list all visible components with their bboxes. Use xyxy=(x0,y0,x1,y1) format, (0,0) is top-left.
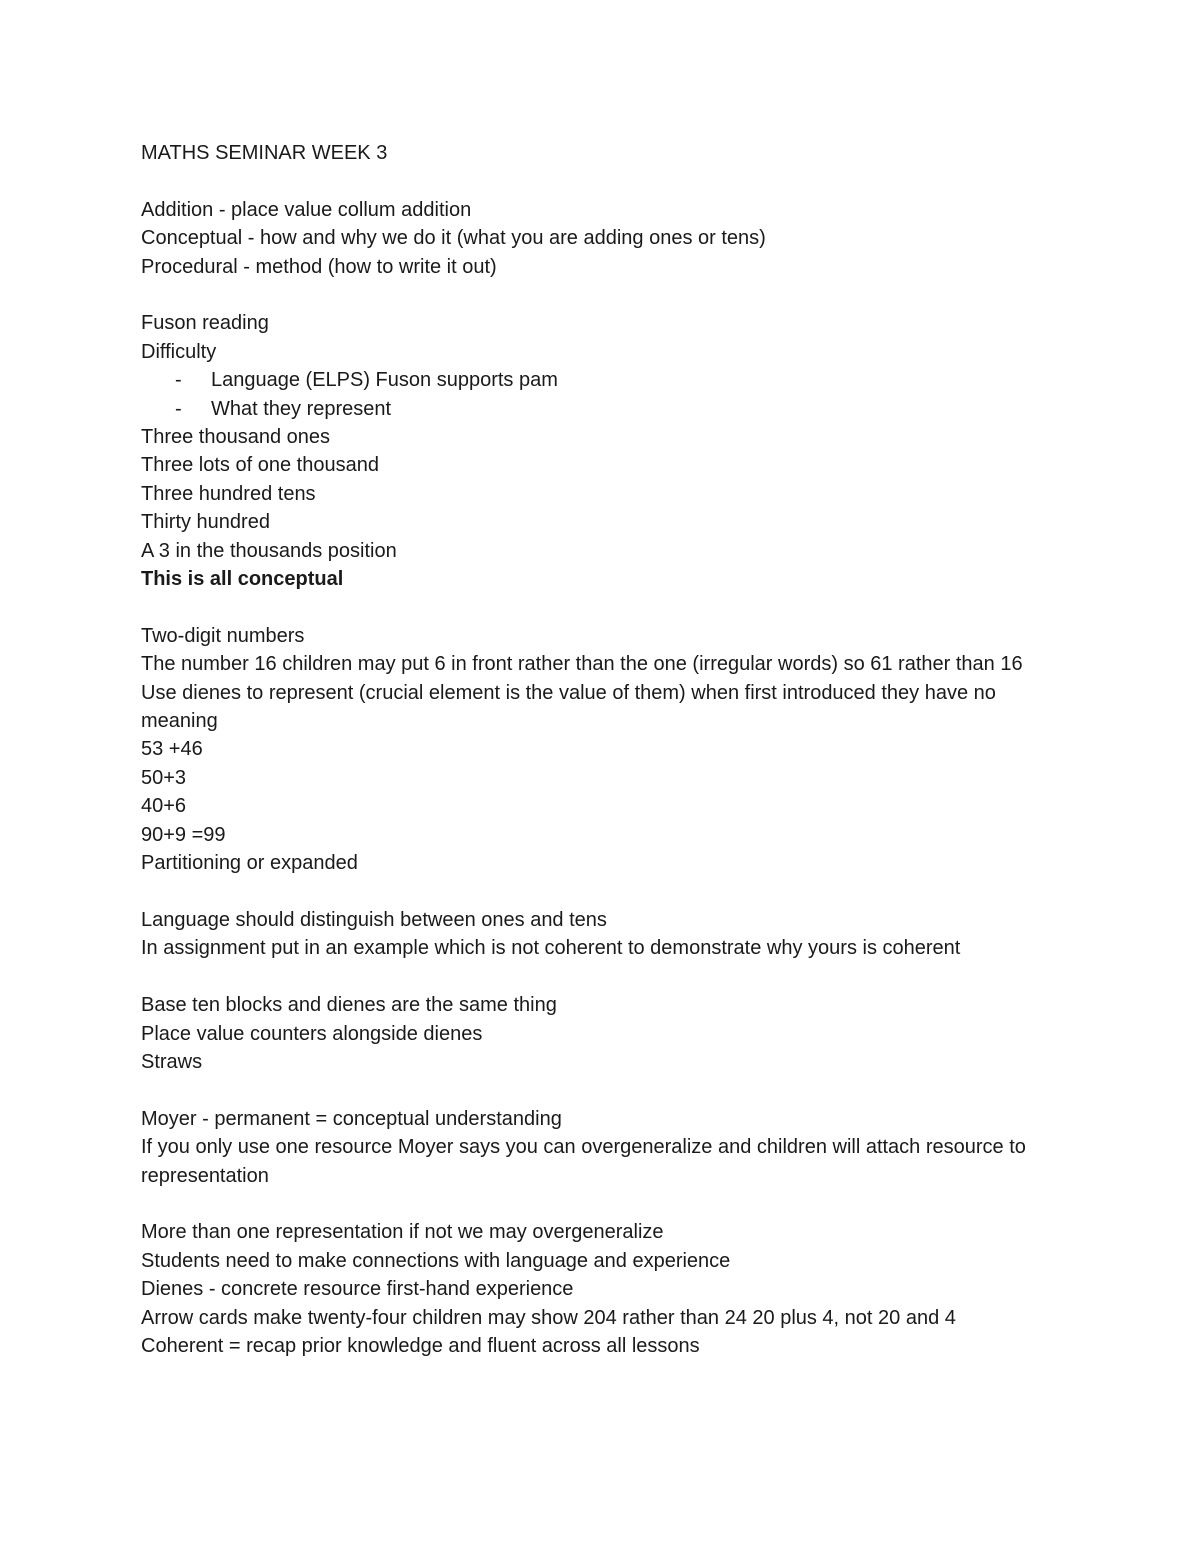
blank-line xyxy=(141,167,1046,195)
bullet-text: What they represent xyxy=(211,397,392,420)
text-line: Conceptual - how and why we do it (what you are adding ones or tens) xyxy=(141,227,766,250)
text-line: Straws xyxy=(141,1050,203,1073)
text-line: Use dienes to represent (crucial element is the value of them) when first introduced they have no meaning xyxy=(141,681,996,733)
text-line: 50+3 xyxy=(141,766,187,789)
blank-line xyxy=(141,281,1046,309)
blank-line xyxy=(141,878,1046,906)
text-line: More than one representation if not we may overgeneralize xyxy=(141,1221,664,1244)
section-heading: Fuson reading xyxy=(141,312,269,335)
text-line: 40+6 xyxy=(141,795,187,818)
text-line: Base ten blocks and dienes are the same thing xyxy=(141,994,557,1017)
text-line: Dienes - concrete resource first-hand experience xyxy=(141,1278,574,1301)
text-line: Addition - place value collum addition xyxy=(141,198,472,221)
text-line: Students need to make connections with language and experience xyxy=(141,1249,731,1272)
text-line: 53 +46 xyxy=(141,738,203,761)
bullet-item xyxy=(141,366,1046,394)
text-line: Partitioning or expanded xyxy=(141,852,358,875)
document-title: MATHS SEMINAR WEEK 3 xyxy=(141,142,388,164)
text-line: Two-digit numbers xyxy=(141,624,305,647)
text-line: Arrow cards make twenty-four children may show 204 rather than 24 20 plus 4, not 20 and 4 xyxy=(141,1306,956,1329)
text-line: Place value counters alongside dienes xyxy=(141,1022,483,1045)
bullet-dash: - xyxy=(175,369,182,392)
text-line: 90+9 =99 xyxy=(141,823,226,846)
text-line: In assignment put in an example which is not coherent to demonstrate why yours is coherent xyxy=(141,937,961,960)
text-line: Language should distinguish between ones and tens xyxy=(141,908,607,931)
text-line: Coherent = recap prior knowledge and fluent across all lessons xyxy=(141,1334,700,1357)
text-line: Thirty hundred xyxy=(141,511,270,534)
blank-line xyxy=(141,1076,1046,1104)
text-line: Moyer - permanent = conceptual understanding xyxy=(141,1107,562,1130)
bullet-text: Language (ELPS) Fuson supports pam xyxy=(211,369,558,392)
blank-line xyxy=(141,1190,1046,1218)
text-line: Three hundred tens xyxy=(141,482,316,505)
bullet-dash: - xyxy=(175,397,182,420)
text-line: Three lots of one thousand xyxy=(141,454,379,477)
bullet-item xyxy=(141,395,1046,423)
document-body xyxy=(141,139,1046,1360)
blank-line xyxy=(141,963,1046,991)
text-line: If you only use one resource Moyer says you can overgeneralize and children will attach resource to representation xyxy=(141,1136,1026,1187)
text-line: Three thousand ones xyxy=(141,426,331,449)
blank-line xyxy=(141,593,1046,621)
text-line: A 3 in the thousands position xyxy=(141,539,397,562)
text-line: The number 16 children may put 6 in front rather than the one (irregular words) so 61 rather than 16 xyxy=(141,653,1023,676)
section-subheading: Difficulty xyxy=(141,340,217,363)
bold-statement: This is all conceptual xyxy=(141,568,344,591)
text-line: Procedural - method (how to write it out) xyxy=(141,255,497,278)
